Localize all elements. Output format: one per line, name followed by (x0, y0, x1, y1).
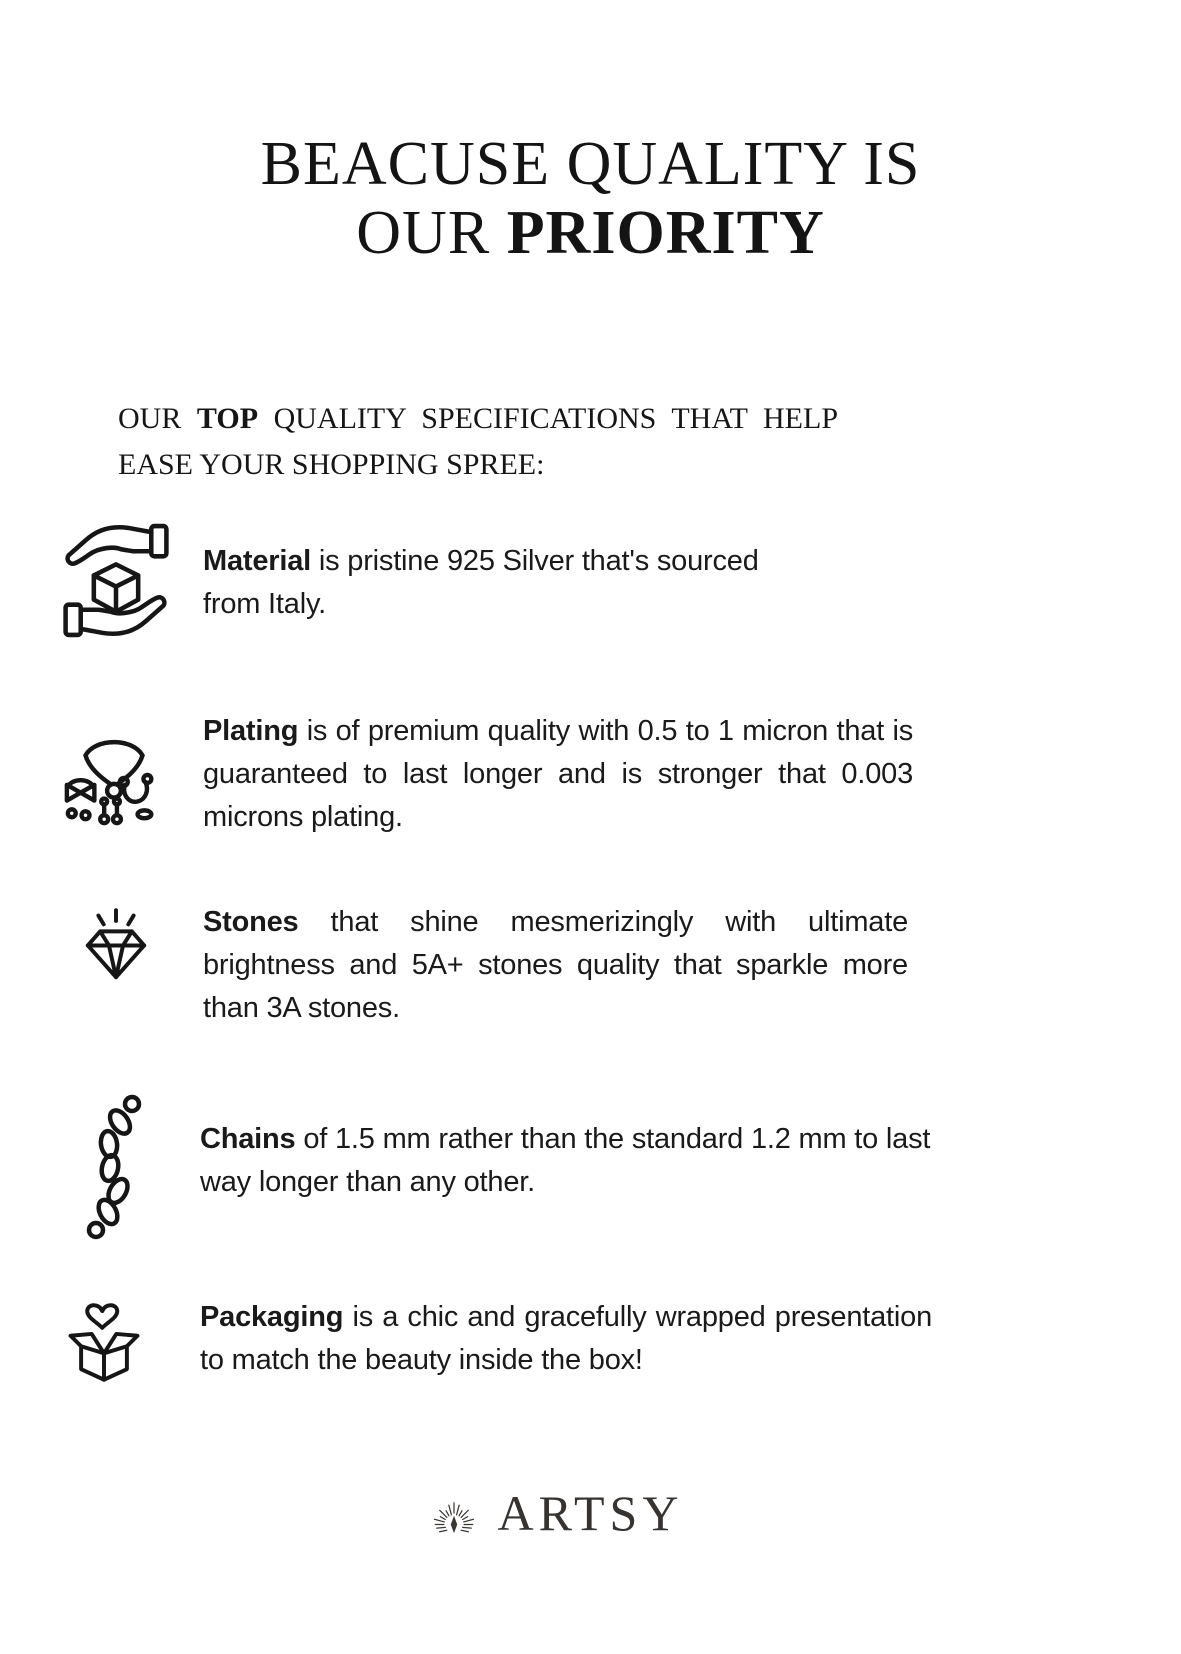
title-line2-regular: OUR (356, 199, 491, 267)
intro-rest: QUALITY SPECIFICATIONS THAT HELP EASE YOUR SHOPPING SPREE: (118, 402, 839, 481)
intro-pre: OUR (118, 402, 182, 435)
spec-text-material (203, 540, 813, 626)
title-line1: BEACUSE QUALITY IS (260, 130, 921, 198)
spec-lead: Material (203, 545, 311, 577)
spec-text-chains (200, 1118, 946, 1204)
spec-lead: Chains (200, 1123, 296, 1155)
spec-text-packaging (200, 1296, 932, 1382)
spec-rest: of 1.5 mm rather than the standard 1.2 mm to last way longer than any other. (200, 1123, 931, 1198)
spec-rest: is of premium quality with 0.5 to 1 micron that is guaranteed to last longer and is stronger that 0.003 microns plating. (203, 715, 913, 833)
spec-text-plating (203, 710, 913, 839)
brand-footer (0, 1478, 1101, 1548)
sunburst-icon (418, 1485, 490, 1541)
spec-lead: Stones (203, 906, 299, 938)
title-line2 (0, 199, 1181, 268)
gift-box-heart-icon (60, 1293, 148, 1389)
spec-rest: that shine mesmerizingly with ultimate brightness and 5A+ stones quality that sparkle more than 3A stones. (203, 906, 909, 1024)
jewelry-set-icon (60, 722, 168, 830)
spec-lead: Packaging (200, 1301, 344, 1333)
spec-lead: Plating (203, 715, 299, 747)
title-line2-bold: PRIORITY (506, 199, 825, 267)
chain-icon (80, 1092, 150, 1242)
page-title (0, 130, 1181, 268)
intro-text (118, 396, 838, 488)
intro-bold: TOP (196, 402, 259, 435)
brand-name: ARTSY (497, 1485, 684, 1541)
diamond-icon (72, 905, 160, 993)
spec-rest: is a chic and gracefully wrapped presentation to match the beauty inside the box! (200, 1301, 932, 1376)
hands-holding-box-icon (60, 518, 172, 643)
spec-rest: is pristine 925 Silver that's sourced from Italy. (203, 545, 759, 620)
spec-text-stones (203, 901, 908, 1030)
